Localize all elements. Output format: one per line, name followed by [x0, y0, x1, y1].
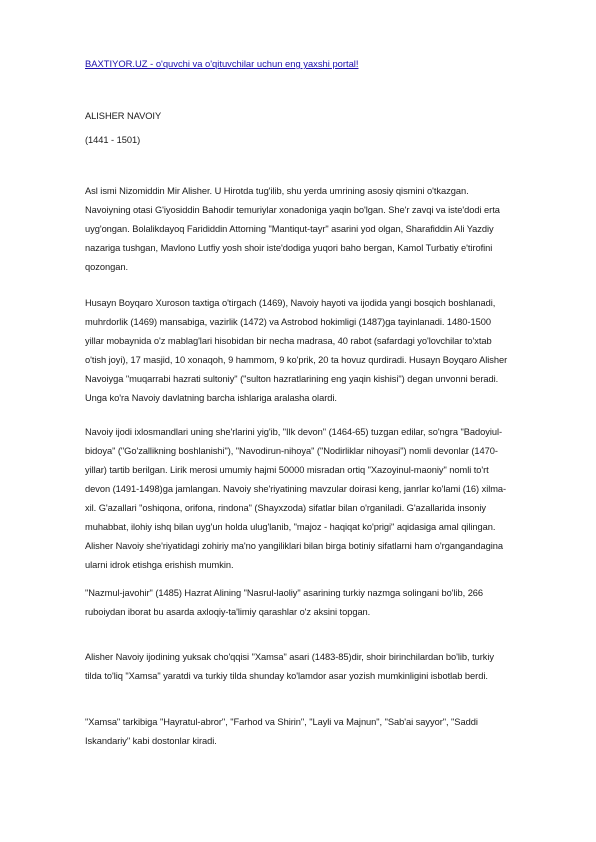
text-line: Navoiyga "muqarrabi hazrati sultoniy" ("sulton hazratlarining eng yaqin kishisi") degan unvonni beradi.: [85, 374, 499, 384]
text-line: ruboiydan iborat bu asarda axloqiy-ta'limiy qarashlar o'z aksini topgan.: [85, 607, 371, 617]
text-line: ularni idrok etishga erishish mumkin.: [85, 560, 234, 570]
portal-link[interactable]: BAXTIYOR.UZ - o'quvchi va o'qituvchilar uchun eng yaxshi portal!: [85, 58, 359, 69]
document-title: ALISHER NAVOIY: [85, 111, 162, 121]
text-line: "Xamsa" tarkibiga "Hayratul-abror", "Farhod va Shirin", "Layli va Majnun", "Sab'ai sayyor", "Saddi: [85, 717, 478, 727]
text-line: xil. G'azallari "oshiqona, orifona, rindona" (Shayxzoda) sifatlar bilan o'rganiladi. G'azallarida insoniy: [85, 503, 486, 513]
paragraph-nazmul-javohir: [85, 584, 555, 622]
paragraph-xamsa: [85, 648, 555, 686]
text-line: Unga ko'ra Navoiy davlatning barcha ishlariga aralasha olardi.: [85, 393, 337, 403]
paragraph-biography: [85, 182, 555, 277]
text-line: Alisher Navoiy ijodining yuksak cho'qqisi "Xamsa" asari (1483-85)dir, shoir birinchilardan bo'lib, turkiy: [85, 652, 494, 662]
text-line: Husayn Boyqaro Xuroson taxtiga o'tirgach (1469), Navoiy hayoti va ijodida yangi bosqich boshlanadi,: [85, 298, 496, 308]
text-line: Iskandariy" kabi dostonlar kiradi.: [85, 736, 217, 746]
text-line: nazariga tushgan, Mavlono Lutfiy yosh shoir iste'dodiga yuqori baho bergan, Kamol Turbatiy e'tirofini: [85, 243, 493, 253]
paragraph-xamsa-contents: [85, 713, 555, 751]
text-line: tilda to'liq "Xamsa" yaratdi va turkiy tilda shunday ko'lamdor asar yozish mumkinligini isbotlab berdi.: [85, 671, 488, 681]
text-line: Alisher Navoiy she'riyatidagi zohiriy ma'no yangiliklari bilan birga botiniy sifatlarni ham o'rgangandagina: [85, 541, 504, 551]
text-line: Asl ismi Nizomiddin Mir Alisher. U Hirotda tug'ilib, shu yerda umrining asosiy qismini o'tkazgan.: [85, 186, 469, 196]
text-line: uyg'ongan. Bolalikdayoq Farididdin Attorning "Mantiqut-tayr" asarini yod olgan, Sharafiddin Ali Yazdiy: [85, 224, 494, 234]
text-line: Navoiy ijodi ixlosmandlari uning she'rlarini yig'ib, "Ilk devon" (1464-65) tuzgan edilar, so'ngra "Badoyiul-: [85, 427, 503, 437]
life-years: (1441 - 1501): [85, 135, 141, 145]
text-line: Navoiyning otasi G'iyosiddin Bahodir temuriylar xonadoniga yaqin bo'lgan. She'r zavqi va iste'dodi erta: [85, 205, 500, 215]
text-line: qozongan.: [85, 262, 128, 272]
text-line: yillar) tartib berilgan. Lirik merosi umumiy hajmi 50000 misradan ortiq "Xazoyinul-maoniy" nomli to'rt: [85, 465, 489, 475]
text-line: muhrdorlik (1469) mansabiga, vazirlik (1472) va Astrobod hokimligi (1487)ga tayinlanadi. 1480-1500: [85, 317, 491, 327]
paragraph-career: [85, 294, 555, 408]
paragraph-lyric-works: [85, 423, 555, 575]
text-line: o'tish joyi), 17 masjid, 10 xonaqoh, 9 hammom, 9 ko'prik, 20 ta hovuz qurdiradi. Husayn Boyqaro Alisher: [85, 355, 508, 365]
text-line: bidoya" ("Go'zallikning boshlanishi"), "Navodirun-nihoya" ("Nodirliklar nihoyasi") nomli devonlar (1470-: [85, 446, 498, 456]
text-line: devon (1491-1498)ga jamlangan. Navoiy she'riyatining mavzular doirasi keng, janrlar ko'lami (16) xilma-: [85, 484, 507, 494]
text-line: "Nazmul-javohir" (1485) Hazrat Alining "Nasrul-laoliy" asarining turkiy nazmga solingani bo'lib, 266: [85, 588, 484, 598]
text-line: muhabbat, ilohiy ishq bilan uyg'un holda ulug'lanib, "majoz - haqiqat ko'prigi" aqidasiga amal qilingan.: [85, 522, 496, 532]
text-line: yillar mobaynida o'z mablag'lari hisobidan bir necha madrasa, 40 rabot (safardagi yo'lovchilar to'xtab: [85, 336, 492, 346]
